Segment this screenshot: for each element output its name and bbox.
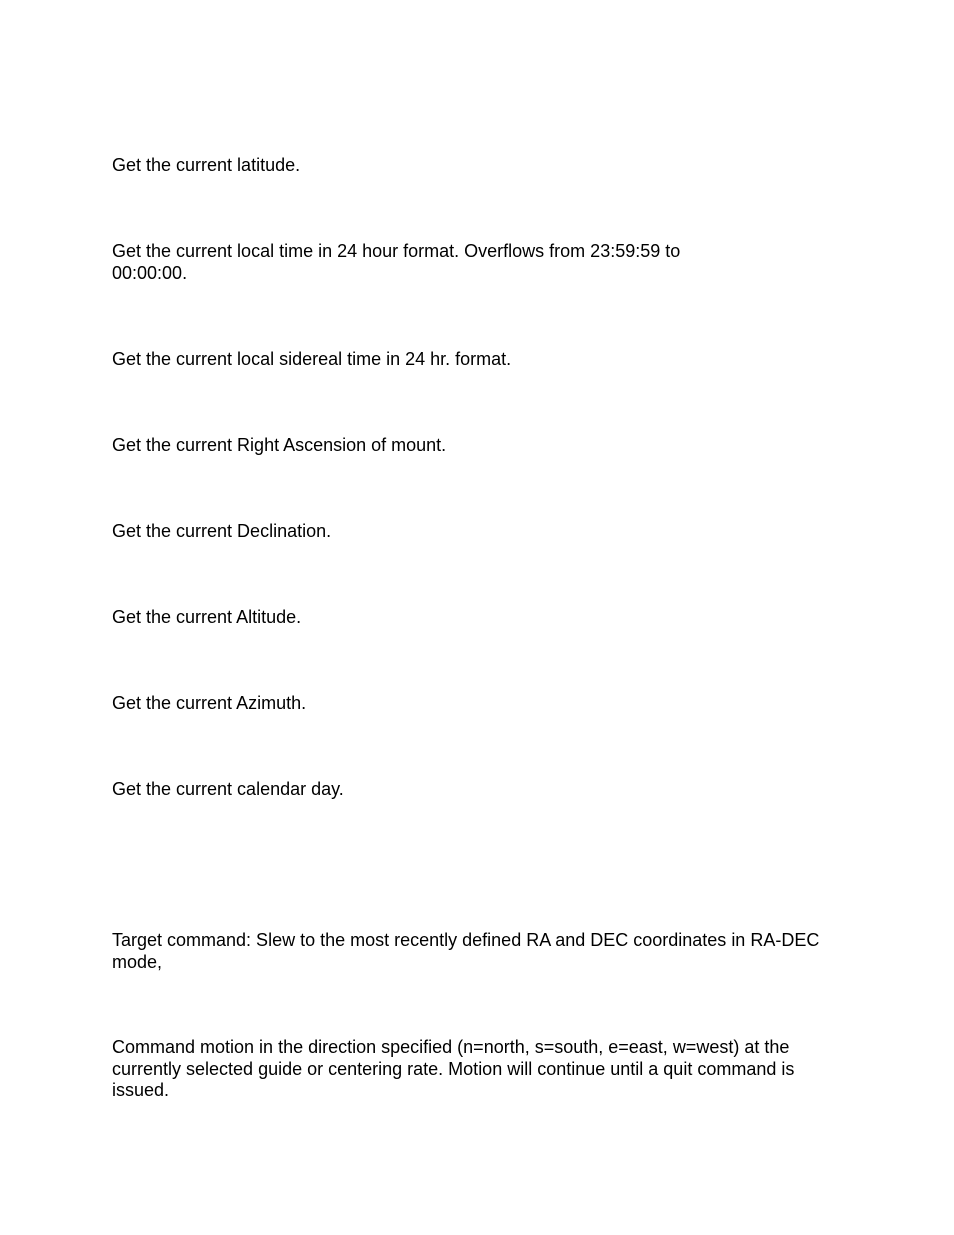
paragraph-motion-command: Command motion in the direction specified (n=north, s=south, e=east, w=west) at the currently selected guide or centering rate. Motion will continue until a quit command is issued. <box>112 1037 800 1100</box>
paragraph-latitude: Get the current latitude. <box>112 155 301 175</box>
paragraph-local-time: Get the current local time in 24 hour format. Overflows from 23:59:59 to 00:00:00. <box>112 241 686 283</box>
paragraph-altitude: Get the current Altitude. <box>112 607 302 627</box>
paragraph-sidereal-time: Get the current local sidereal time in 24 hr. format. <box>112 349 512 369</box>
paragraph-right-ascension: Get the current Right Ascension of mount. <box>112 435 447 455</box>
paragraph-target-command: Target command: Slew to the most recently defined RA and DEC coordinates in RA-DEC mode, <box>112 930 825 972</box>
paragraph-azimuth: Get the current Azimuth. <box>112 693 307 713</box>
paragraph-calendar-day: Get the current calendar day. <box>112 779 344 799</box>
paragraph-declination: Get the current Declination. <box>112 521 332 541</box>
